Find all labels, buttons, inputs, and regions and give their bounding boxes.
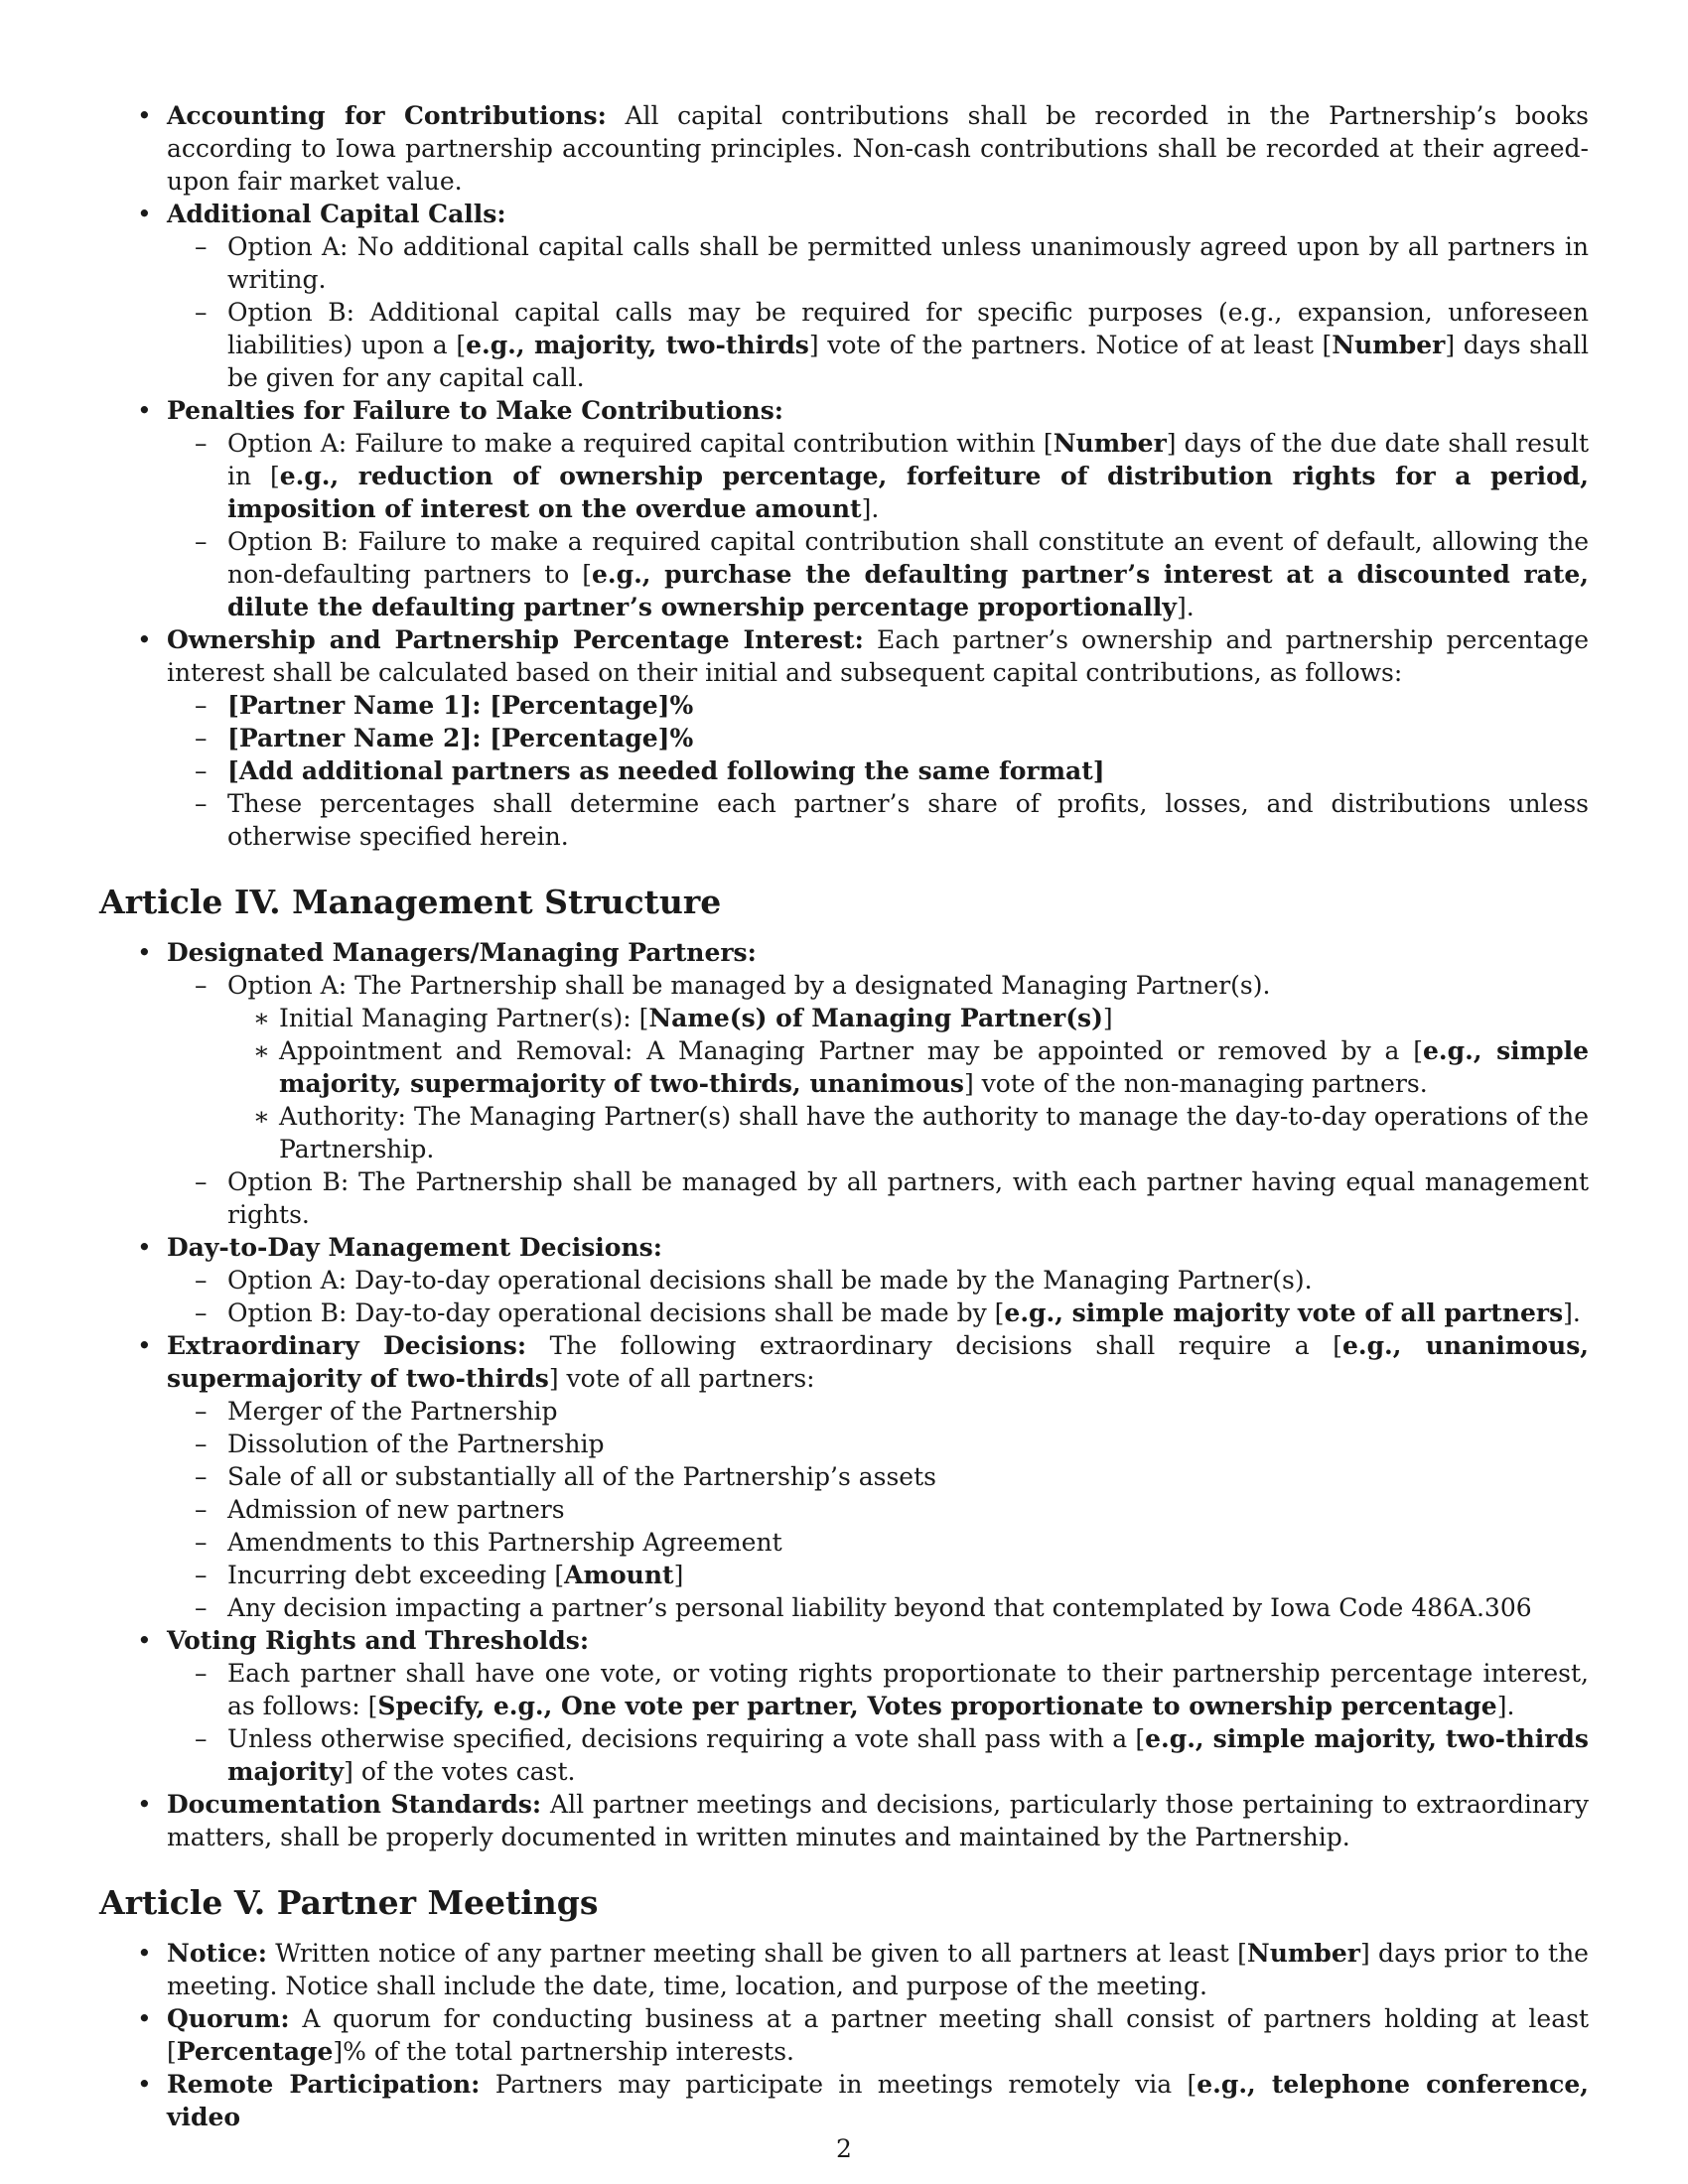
list-item <box>99 1231 1589 1329</box>
list-item: ∗ Appointment and Removal: A Managing Partner may be appointed or removed by a [e.g., simple majority, supermajority of two-thirds, unanimous] vote of the non-managing partners. <box>227 1034 1589 1100</box>
list-item: – Option B: Day-to-day operational decisions shall be made by [e.g., simple majority vote of all partners]. <box>167 1297 1589 1329</box>
list-item <box>99 394 1589 623</box>
item-label: Designated Managers/Managing Partners: <box>167 938 757 967</box>
list-item: – [Partner Name 2]: [Percentage]% <box>167 722 1589 754</box>
article-3-list <box>99 99 1589 853</box>
item-label: Accounting for Contributions: <box>167 101 607 130</box>
list-item: – Dissolution of the Partnership <box>167 1428 1589 1460</box>
item-label: Penalties for Failure to Make Contributions: <box>167 396 784 425</box>
article-5-heading: Article V. Partner Meetings <box>99 1883 599 1922</box>
list-item: – Each partner shall have one vote, or voting rights proportionate to their partnership percentage interest, as follows: [Specify, e.g., One vote per partner, Votes proportionate to ownership percentage]. <box>167 1657 1589 1722</box>
item-label: Extraordinary Decisions: <box>167 1331 527 1360</box>
item-label: Ownership and Partnership Percentage Interest: <box>167 625 864 654</box>
list-item: – [Add additional partners as needed following the same format] <box>167 754 1589 787</box>
list-item: – Option A: Day-to-day operational decisions shall be made by the Managing Partner(s). <box>167 1264 1589 1297</box>
list-item: – Option A: No additional capital calls shall be permitted unless unanimously agreed upon by all partners in writing. <box>167 230 1589 296</box>
list-item: • Notice: Written notice of any partner meeting shall be given to all partners at least [Number] days prior to the meeting. Notice shall include the date, time, location, and purpose of the meeting. <box>99 1937 1589 2002</box>
list-item: • Remote Participation: Partners may participate in meetings remotely via [e.g., telephone conference, video <box>99 2068 1589 2133</box>
article-4-list <box>99 936 1589 1853</box>
item-label: Day-to-Day Management Decisions: <box>167 1233 662 1262</box>
document-page <box>99 99 1589 2133</box>
list-item: • Extraordinary Decisions: The following extraordinary decisions shall require a [e.g., unanimous, supermajority of two-thirds] vote of all partners: – Merger of the Partnership – Dissolution of the Partnership – Sale of all or substantially all of the Partnership’s assets – Admission of new partners – Amendments to this Partnership Agreement – Incurring debt exceeding [Amount] – Any decision impacting a partner’s personal liability beyond that contemplated by Iowa Code 486A.306 <box>99 1329 1589 1624</box>
item-label: Remote Participation: <box>167 2070 481 2099</box>
list-item: – Any decision impacting a partner’s personal liability beyond that contemplated by Iowa Code 486A.306 <box>167 1591 1589 1624</box>
item-label: Quorum: <box>167 2004 290 2033</box>
list-item: – Amendments to this Partnership Agreement <box>167 1526 1589 1559</box>
item-label: Documentation Standards: <box>167 1790 542 1819</box>
list-item: • Ownership and Partnership Percentage Interest: Each partner’s ownership and partnership percentage interest shall be calculated based on their initial and subsequent capital contributions, as follows: – [Partner Name 1]: [Percentage]% – [Partner Name 2]: [Percentage]% – [Add additional partners as needed following the same format] – These percentages shall determine each partner’s share of profits, losses, and distributions unless otherwise specified herein. <box>99 623 1589 853</box>
list-item: – [Partner Name 1]: [Percentage]% <box>167 689 1589 722</box>
item-label: Additional Capital Calls: <box>167 200 506 228</box>
list-item: – Unless otherwise specified, decisions requiring a vote shall pass with a [e.g., simple majority, two-thirds majority] of the votes cast. <box>167 1722 1589 1788</box>
list-item: ∗ Authority: The Managing Partner(s) shall have the authority to manage the day-to-day operations of the Partnership. <box>227 1100 1589 1165</box>
list-item <box>99 198 1589 394</box>
list-item: – Option B: The Partnership shall be managed by all partners, with each partner having equal management rights. <box>167 1165 1589 1231</box>
list-item: – Incurring debt exceeding [Amount] <box>167 1559 1589 1591</box>
list-item: • Quorum: A quorum for conducting business at a partner meeting shall consist of partners holding at least [Percentage]% of the total partnership interests. <box>99 2002 1589 2068</box>
list-item: – Option B: Failure to make a required capital contribution shall constitute an event of default, allowing the non-defaulting partners to [e.g., purchase the defaulting partner’s interest at a discounted rate, dilute the defaulting partner’s ownership percentage proportionally]. <box>167 525 1589 623</box>
list-item: – Merger of the Partnership <box>167 1395 1589 1428</box>
list-item: ∗ Initial Managing Partner(s): [Name(s) of Managing Partner(s)] <box>227 1002 1589 1034</box>
item-label: Voting Rights and Thresholds: <box>167 1626 590 1655</box>
item-label: Notice: <box>167 1939 267 1968</box>
list-item: • Documentation Standards: All partner meetings and decisions, particularly those pertaining to extraordinary matters, shall be properly documented in written minutes and maintained by the Partnership. <box>99 1788 1589 1853</box>
page-number: 2 <box>836 2134 852 2163</box>
list-item: – Option A: Failure to make a required capital contribution within [Number] days of the due date shall result in [e.g., reduction of ownership percentage, forfeiture of distribution rights for a period, imposition of interest on the overdue amount]. <box>167 427 1589 525</box>
article-5-list <box>99 1937 1589 2133</box>
list-item: – Option B: Additional capital calls may be required for specific purposes (e.g., expansion, unforeseen liabilities) upon a [e.g., majority, two-thirds] vote of the partners. Notice of at least [Number] days shall be given for any capital call. <box>167 296 1589 394</box>
list-item: – These percentages shall determine each partner’s share of profits, losses, and distributions unless otherwise specified herein. <box>167 787 1589 853</box>
list-item <box>99 1624 1589 1788</box>
list-item: – Sale of all or substantially all of the Partnership’s assets <box>167 1460 1589 1493</box>
list-item: • Accounting for Contributions: All capital contributions shall be recorded in the Partnership’s books according to Iowa partnership accounting principles. Non-cash contributions shall be recorded at their agreed-upon fair market value. <box>99 99 1589 198</box>
list-item: – Option A: The Partnership shall be managed by a designated Managing Partner(s). ∗ Initial Managing Partner(s): [Name(s) of Managing Partner(s)] ∗ Appointment and Removal: A Managing Partner may be appointed or removed by a [e.g., simple majority, supermajority of two-thirds, unanimous] vote of the non-managing partners. ∗ Authority: The Managing Partner(s) shall have the authority to manage the day-to-day operations of the Partnership. <box>167 969 1589 1165</box>
article-4-heading: Article IV. Management Structure <box>99 883 722 921</box>
list-item <box>99 936 1589 1231</box>
list-item: – Admission of new partners <box>167 1493 1589 1526</box>
